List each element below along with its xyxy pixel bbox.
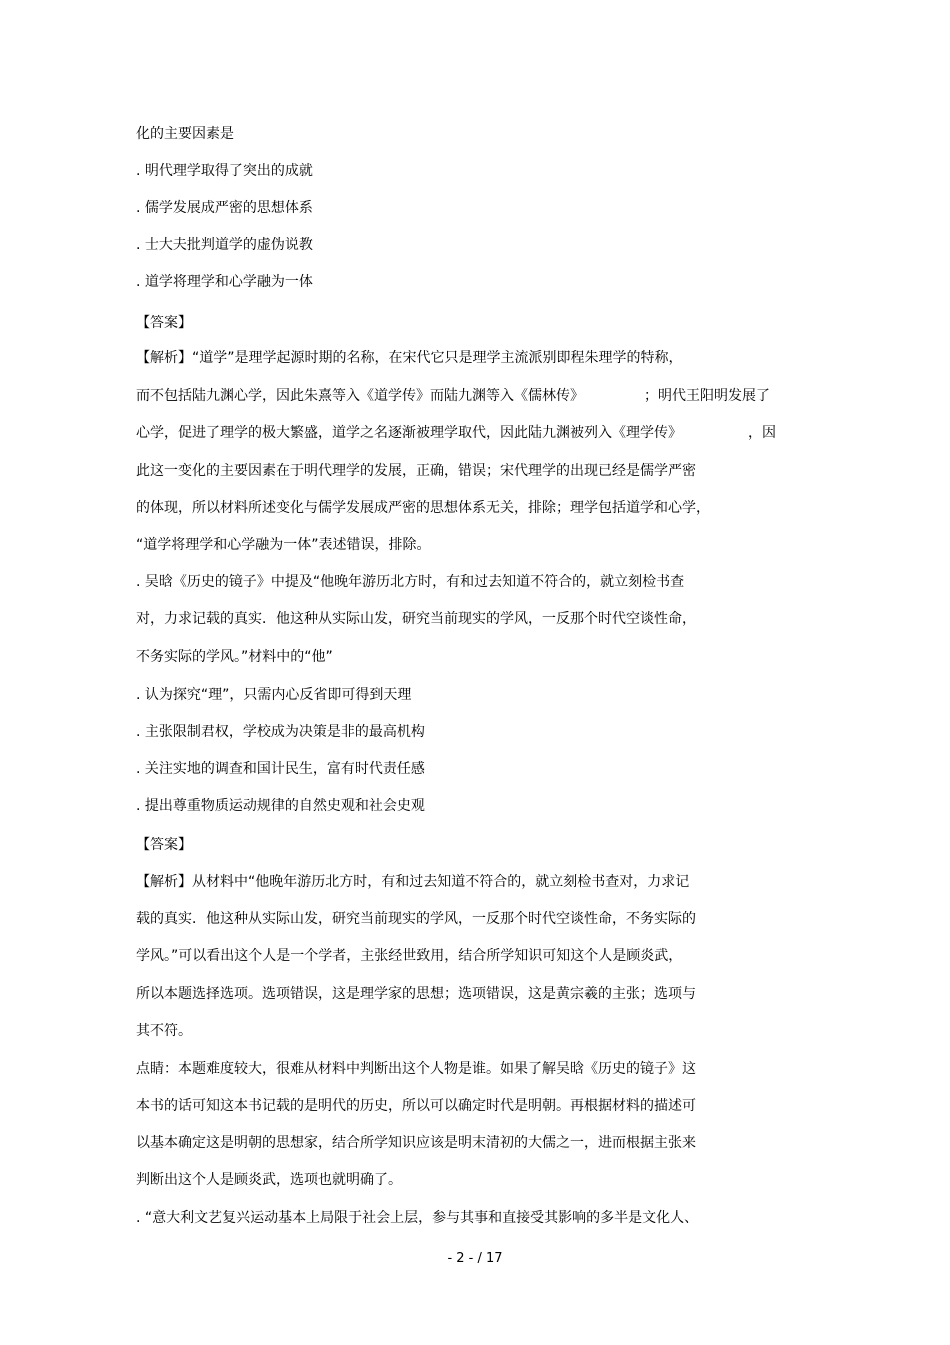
question-stem-line: 对，力求记载的真实．他这种从实际山发，研究当前现实的学风，一反那个时代空谈性命， <box>136 611 696 627</box>
tip-line: 判断出这个人是顾炎武，选项也就明确了。 <box>136 1172 402 1188</box>
analysis-line: 【解析】“道学”是理学起源时期的名称，在宋代它只是理学主流派别即程朱理学的特称， <box>136 350 683 366</box>
analysis-line: 学风。”可以看出这个人是一个学者，主张经世致用，结合所学知识可知这个人是顾炎武， <box>136 948 683 964</box>
option-c: . 士大夫批判道学的虚伪说教 <box>136 237 313 253</box>
tip-line: 点睛：本题难度较大，很难从材料中判断出这个人物是谁。如果了解吴晗《历史的镜子》这 <box>136 1061 696 1077</box>
analysis-line <box>136 387 770 405</box>
analysis-line: 【解析】从材料中“他晚年游历北方时，有和过去知道不符合的，就立刻检书查对，力求记 <box>136 874 690 890</box>
answer-label: 【答案】 <box>136 837 192 853</box>
option-d: . 道学将理学和心学融为一体 <box>136 274 313 290</box>
option-b: . 儒学发展成严密的思想体系 <box>136 200 313 216</box>
analysis-line <box>136 424 776 442</box>
analysis-text-segment: ，因 <box>748 425 776 441</box>
analysis-line: 所以本题选择选项。选项错误，这是理学家的思想；选项错误，这是黄宗羲的主张；选项与 <box>136 986 696 1002</box>
analysis-line: 此这一变化的主要因素在于明代理学的发展，正确，错误；宋代理学的出现已经是儒学严密 <box>136 463 696 479</box>
analysis-line: 其不符。 <box>136 1023 192 1039</box>
option-c: . 关注实地的调查和国计民生，富有时代责任感 <box>136 761 425 777</box>
option-a: . 认为探究“理”，只需内心反省即可得到天理 <box>136 687 412 703</box>
analysis-line: 的体现，所以材料所述变化与儒学发展成严密的思想体系无关，排除；理学包括道学和心学， <box>136 500 710 516</box>
option-a: . 明代理学取得了突出的成就 <box>136 163 313 179</box>
tip-line: 本书的话可知这本书记载的是明代的历史，所以可以确定时代是明朝。再根据材料的描述可 <box>136 1098 696 1114</box>
analysis-text-segment: 而不包括陆九渊心学，因此朱熹等入《道学传》而陆九渊等入《儒林传》 <box>136 388 584 404</box>
page-number: - 2 - / 17 <box>447 1251 503 1266</box>
question-stem-line: 不务实际的学风。”材料中的“他” <box>136 649 333 665</box>
question-stem-line: 化的主要因素是 <box>136 126 234 142</box>
question-stem-line: . 吴晗《历史的镜子》中提及“他晚年游历北方时，有和过去知道不符合的，就立刻检书查 <box>136 574 685 590</box>
question-stem-line: . “意大利文艺复兴运动基本上局限于社会上层，参与其事和直接受其影响的多半是文化人、 <box>136 1210 699 1226</box>
tip-line: 以基本确定这是明朝的思想家，结合所学知识应该是明末清初的大儒之一，进而根据主张来 <box>136 1135 696 1151</box>
option-b: . 主张限制君权，学校成为决策是非的最高机构 <box>136 724 425 740</box>
option-d: . 提出尊重物质运动规律的自然史观和社会史观 <box>136 798 425 814</box>
answer-label: 【答案】 <box>136 315 192 331</box>
analysis-text-segment: ；明代王阳明发展了 <box>644 388 770 404</box>
analysis-text-segment: 心学，促进了理学的极大繁盛，道学之名逐渐被理学取代，因此陆九渊被列入《理学传》 <box>136 425 682 441</box>
analysis-line: 载的真实．他这种从实际山发，研究当前现实的学风，一反那个时代空谈性命，不务实际的 <box>136 911 696 927</box>
analysis-line: “道学将理学和心学融为一体”表述错误，排除。 <box>136 537 431 553</box>
